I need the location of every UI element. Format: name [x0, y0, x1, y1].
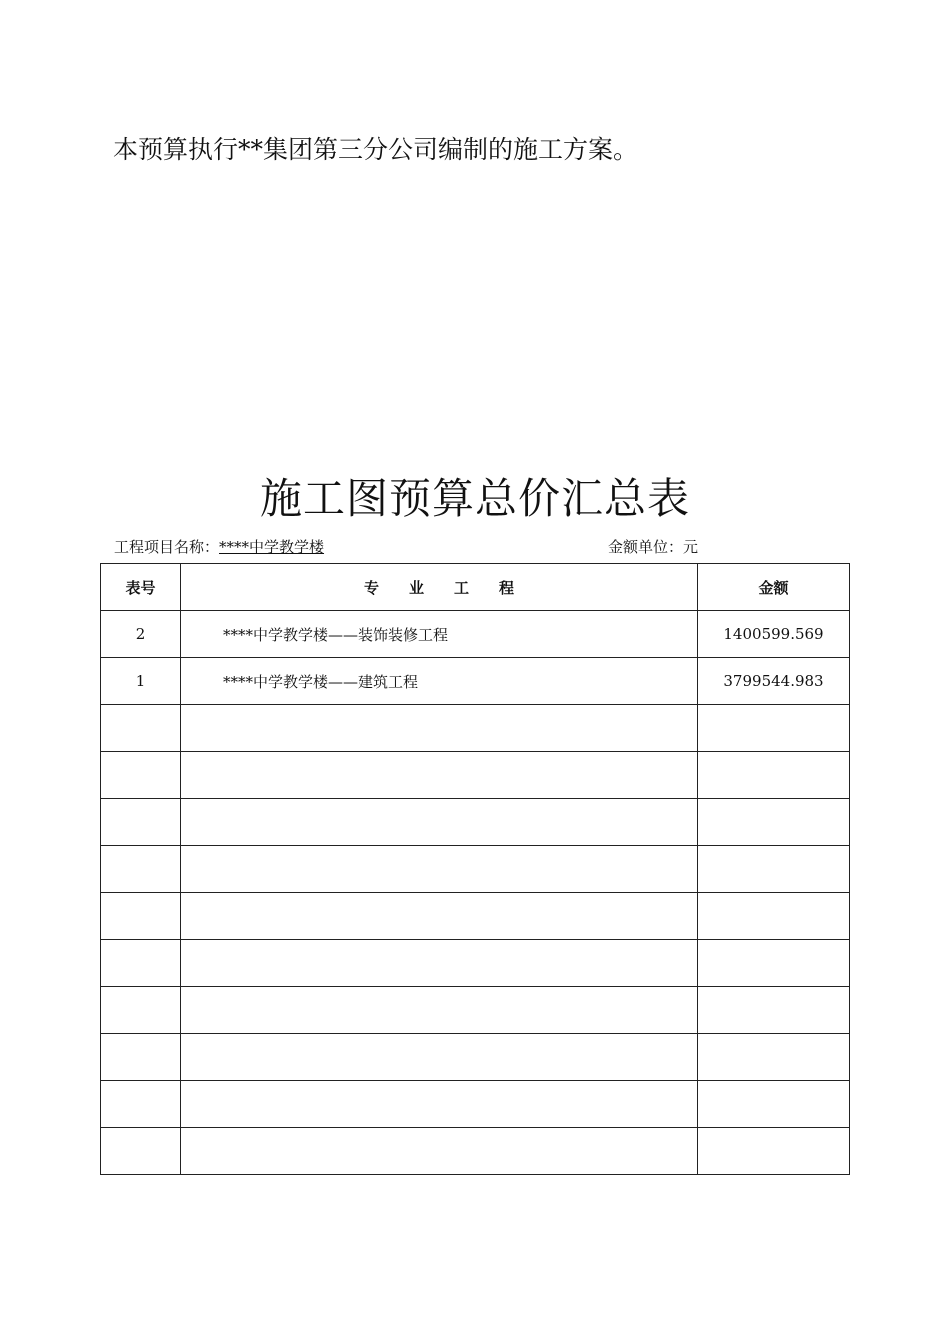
cell-amount: [698, 1081, 850, 1128]
cell-amount: [698, 846, 850, 893]
cell-amount: 3799544.983: [698, 658, 850, 705]
cell-amount: [698, 1034, 850, 1081]
table-row: [101, 611, 850, 658]
cell-table-no: [101, 705, 181, 752]
cell-project-name: [181, 1128, 698, 1175]
cell-project-name: [181, 611, 698, 658]
cell-amount: [698, 705, 850, 752]
cell-project-name: [181, 846, 698, 893]
cell-amount: [698, 1128, 850, 1175]
cell-table-no: [101, 752, 181, 799]
project-name-text: [181, 813, 223, 831]
cell-amount: [698, 752, 850, 799]
project-name-text: ****中学教学楼——建筑工程: [223, 672, 419, 691]
table-row: [101, 658, 850, 705]
table-body: [101, 611, 850, 1175]
cell-table-no: [101, 846, 181, 893]
cell-project-name: [181, 705, 698, 752]
project-name-text: [181, 1001, 223, 1019]
cell-project-name: [181, 940, 698, 987]
cell-amount: [698, 893, 850, 940]
cell-amount: [698, 799, 850, 846]
cell-table-no: [101, 987, 181, 1034]
header-project-category: 专 业 工 程: [181, 564, 698, 611]
cell-table-no: [101, 893, 181, 940]
table-row: [101, 987, 850, 1034]
cell-amount: [698, 987, 850, 1034]
cell-project-name: [181, 987, 698, 1034]
project-name-text: [181, 907, 223, 925]
cell-project-name: [181, 893, 698, 940]
cell-table-no: 2: [101, 611, 181, 658]
cell-project-name: [181, 799, 698, 846]
project-name-text: [181, 860, 223, 878]
cell-project-name: [181, 752, 698, 799]
cell-table-no: 1: [101, 658, 181, 705]
project-label: 工程项目名称：: [114, 538, 220, 556]
cell-table-no: [101, 799, 181, 846]
table-row: [101, 705, 850, 752]
project-name-text: [181, 719, 223, 737]
cell-amount: 1400599.569: [698, 611, 850, 658]
cell-project-name: [181, 658, 698, 705]
table-row: [101, 799, 850, 846]
project-name-text: [181, 1095, 223, 1113]
table-header-row: [101, 564, 850, 611]
header-table-no: 表号: [101, 564, 181, 611]
table-row: [101, 846, 850, 893]
table-row: [101, 893, 850, 940]
project-info: [114, 536, 324, 558]
summary-table: [100, 563, 850, 1175]
cell-project-name: [181, 1034, 698, 1081]
cell-table-no: [101, 940, 181, 987]
project-name-text: [181, 1142, 223, 1160]
project-name: ****中学教学楼: [219, 538, 325, 556]
table-row: [101, 1034, 850, 1081]
cell-table-no: [101, 1034, 181, 1081]
project-name-text: [181, 766, 223, 784]
cell-table-no: [101, 1128, 181, 1175]
table-row: [101, 752, 850, 799]
header-amount: 金额: [698, 564, 850, 611]
document-title: 施工图预算总价汇总表: [259, 474, 690, 523]
table-row: [101, 1128, 850, 1175]
project-name-text: [181, 954, 223, 972]
cell-project-name: [181, 1081, 698, 1128]
cell-table-no: [101, 1081, 181, 1128]
cell-amount: [698, 940, 850, 987]
table-row: [101, 940, 850, 987]
amount-unit: 金额单位：元: [608, 538, 699, 556]
project-name-text: [181, 1048, 223, 1066]
intro-paragraph: 本预算执行**集团第三分公司编制的施工方案。: [113, 135, 639, 164]
project-name-text: ****中学教学楼——装饰装修工程: [223, 625, 449, 644]
table-row: [101, 1081, 850, 1128]
